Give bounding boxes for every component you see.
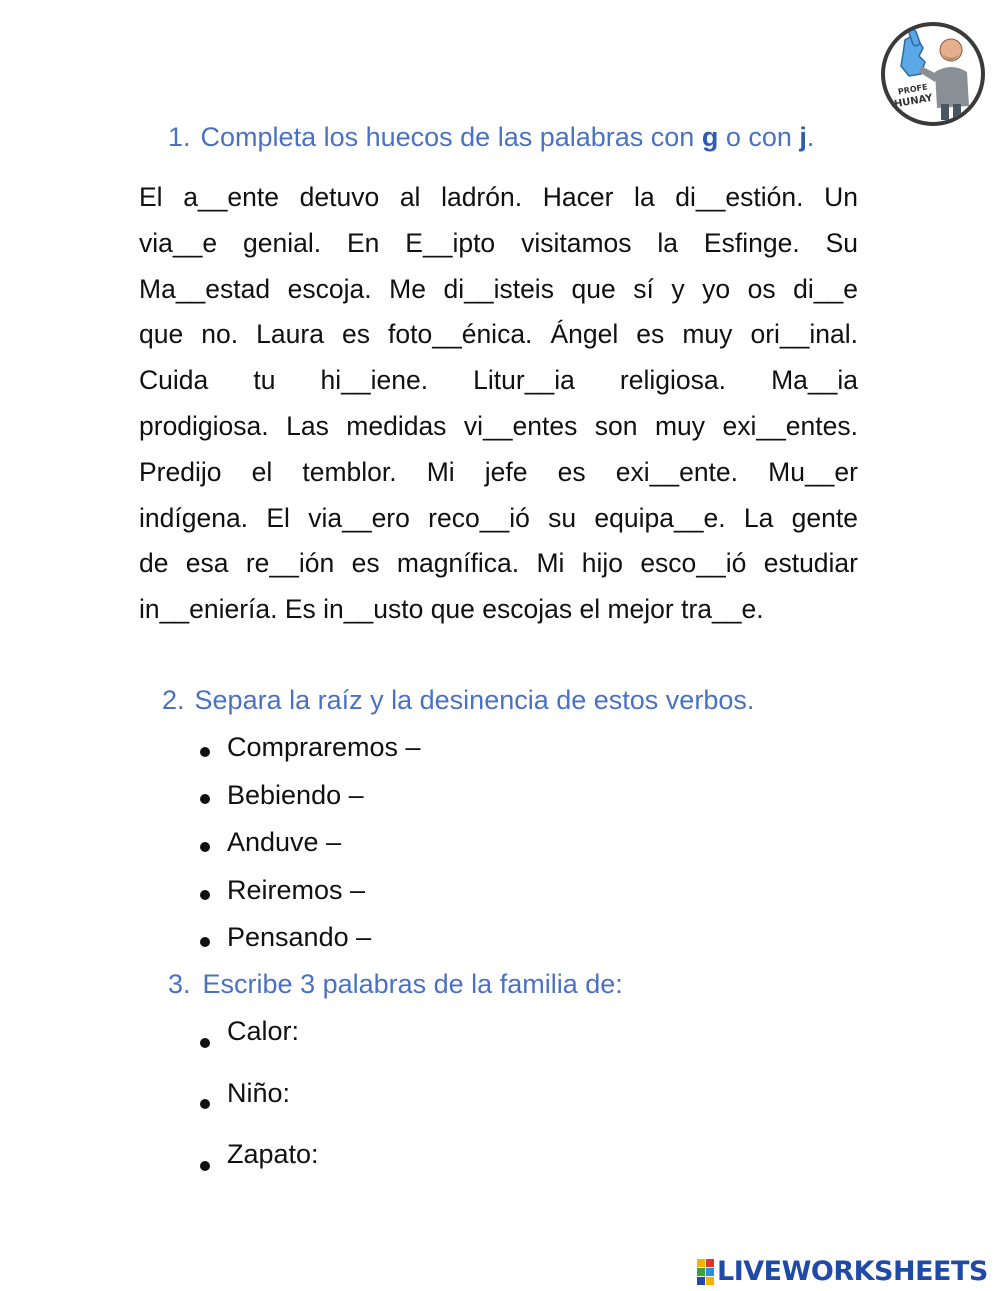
bullet-icon: [200, 842, 210, 852]
bullet-icon: [200, 1038, 210, 1048]
svg-text:PROFE: PROFE: [897, 82, 929, 97]
paragraph-line: via__e genial. En E__ipto visitamos la Esfinge. Su: [139, 227, 858, 258]
verb-label: Anduve –: [227, 827, 342, 858]
paragraph-line: que no. Laura es foto__énica. Ángel es muy ori__inal.: [139, 319, 858, 350]
bullet-icon: [200, 890, 210, 900]
letter-g: g: [701, 122, 719, 152]
word-family-list: [198, 1012, 319, 1197]
bullet-icon: [200, 937, 210, 947]
question-1-number: 1.: [168, 122, 191, 152]
question-1-paragraph: [139, 175, 858, 633]
liveworksheets-brand: LIVEWORKSHEETS: [717, 1256, 988, 1287]
question-1-text-before: Completa los huecos de las palabras con: [200, 122, 702, 152]
question-2-text: Separa la raíz y la desinencia de estos verbos.: [194, 685, 755, 715]
bullet-icon: [200, 1099, 210, 1109]
liveworksheets-logo: [697, 1257, 988, 1287]
verb-list-item: [198, 776, 421, 824]
word-family-label: Niño:: [227, 1077, 291, 1108]
question-1-text-after: .: [806, 122, 815, 152]
verb-list-item: [198, 823, 421, 871]
paragraph-line: de esa re__ión es magnífica. Mi hijo esco__ió estudiar: [139, 548, 858, 579]
paragraph-line: prodigiosa. Las medidas vi__entes son muy exi__entes.: [139, 410, 858, 441]
paragraph-line: Ma__estad escoja. Me di__isteis que sí y yo os di__e: [139, 273, 858, 304]
verb-label: Reiremos –: [227, 874, 366, 905]
verb-label: Pensando –: [227, 922, 372, 953]
question-3-number: 3.: [168, 969, 191, 999]
word-family-item: [198, 1074, 319, 1136]
question-1-heading: [168, 121, 814, 153]
word-family-label: Calor:: [227, 1016, 300, 1046]
paragraph-line: Predijo el temblor. Mi jefe es exi__ente. Mu__er: [139, 456, 858, 487]
bullet-icon: [200, 747, 210, 757]
profe-hunay-logo: [881, 22, 985, 126]
word-family-item: [198, 1135, 319, 1197]
question-1-text-middle: o con: [718, 122, 800, 152]
word-family-label: Zapato:: [227, 1139, 319, 1169]
question-3-heading: [168, 968, 623, 1000]
liveworksheets-mark-icon: [697, 1259, 714, 1285]
letter-j: j: [799, 122, 807, 152]
paragraph-line: Cuida tu hi__iene. Litur__ia religiosa. Ma__ia: [139, 365, 858, 396]
svg-text:HUNAY: HUNAY: [893, 92, 934, 111]
question-3-text: Escribe 3 palabras de la familia de:: [202, 969, 623, 999]
paragraph-line: indígena. El via__ero reco__ió su equipa__e. La gente: [139, 502, 858, 533]
verb-list: [198, 728, 421, 966]
verb-label: Bebiendo –: [227, 779, 364, 810]
question-2-heading: [162, 684, 754, 716]
paragraph-line: El a__ente detuvo al ladrón. Hacer la di__estión. Un: [139, 182, 858, 212]
verb-list-item: [198, 871, 421, 919]
word-family-item: [198, 1012, 319, 1074]
verb-label: Compraremos –: [227, 732, 421, 762]
teacher-avatar-icon: [885, 26, 981, 122]
verb-list-item: [198, 728, 421, 776]
verb-list-item: [198, 918, 421, 966]
question-2-number: 2.: [162, 685, 185, 715]
paragraph-line: in__eniería. Es in__usto que escojas el mejor tra__e.: [139, 594, 764, 625]
bullet-icon: [200, 1161, 210, 1171]
bullet-icon: [200, 794, 210, 804]
